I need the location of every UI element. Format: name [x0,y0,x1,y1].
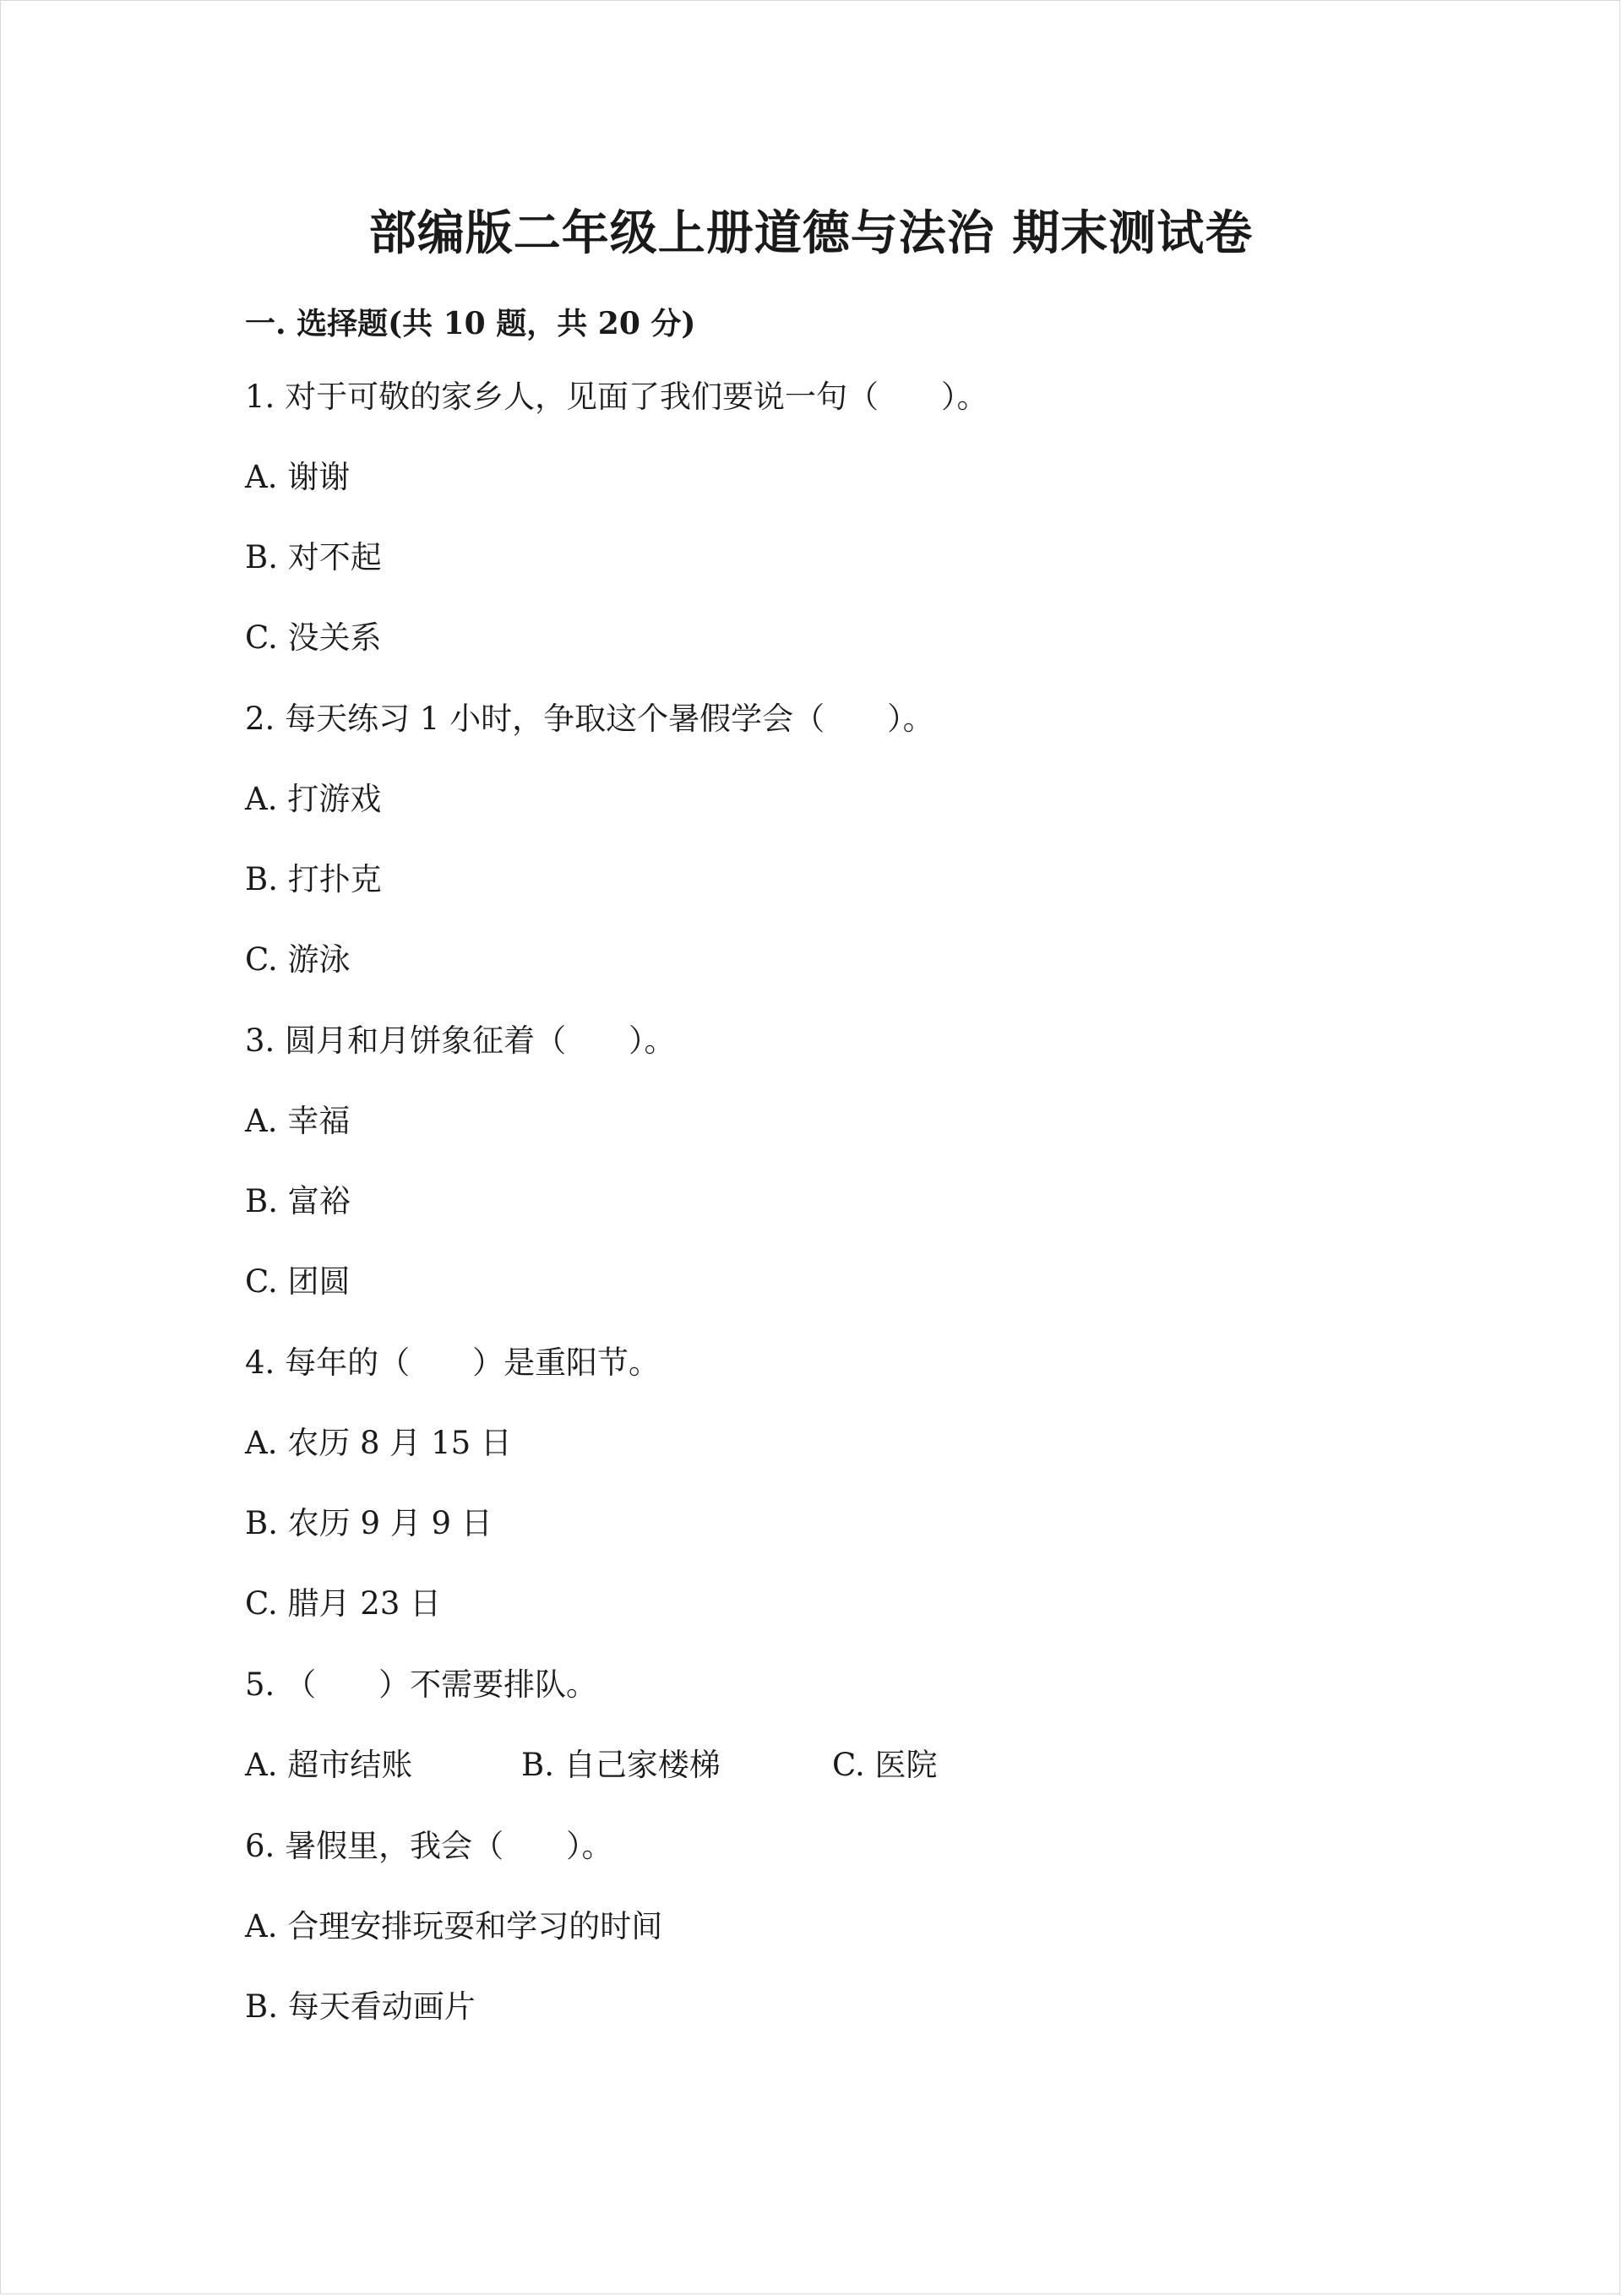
question-2-option-c: C. 游泳 [245,941,351,978]
question-2-option-b: B. 打扑克 [245,861,382,897]
question-6-stem: 6. 暑假里，我会（ ）。 [245,1828,613,1864]
section-heading: 一. 选择题(共 10 题，共 20 分) [245,306,696,341]
question-1-option-a: A. 谢谢 [245,459,351,495]
question-3-stem: 3. 圆月和月饼象征着（ ）。 [245,1023,676,1059]
question-4-option-c: C. 腊月 23 日 [245,1585,442,1622]
page-title: 部编版二年级上册道德与法治 期末测试卷 [368,205,1254,261]
question-1-stem: 1. 对于可敬的家乡人，见面了我们要说一句（ ）。 [245,379,988,415]
question-4-option-a: A. 农历 8 月 15 日 [245,1425,512,1461]
question-6-option-b: B. 每天看动画片 [245,1988,476,2025]
question-5-option-c: C. 医院 [832,1747,938,1783]
question-1-option-b: B. 对不起 [245,539,382,575]
question-6-option-a: A. 合理安排玩耍和学习的时间 [245,1908,663,1944]
question-5-stem: 5. （ ）不需要排队。 [245,1666,598,1703]
question-2-stem: 2. 每天练习 1 小时，争取这个暑假学会（ ）。 [245,701,934,737]
question-2-option-a: A. 打游戏 [245,781,382,817]
question-3-option-a: A. 幸福 [245,1103,351,1139]
question-3-option-b: B. 富裕 [245,1183,351,1219]
question-5-option-a: A. 超市结账 [245,1747,413,1783]
question-4-option-b: B. 农历 9 月 9 日 [245,1505,493,1541]
question-5-option-b: B. 自己家楼梯 [521,1747,721,1783]
question-1-option-c: C. 没关系 [245,619,382,656]
question-3-option-c: C. 团圆 [245,1263,351,1300]
question-4-stem: 4. 每年的（ ）是重阳节。 [245,1344,661,1381]
